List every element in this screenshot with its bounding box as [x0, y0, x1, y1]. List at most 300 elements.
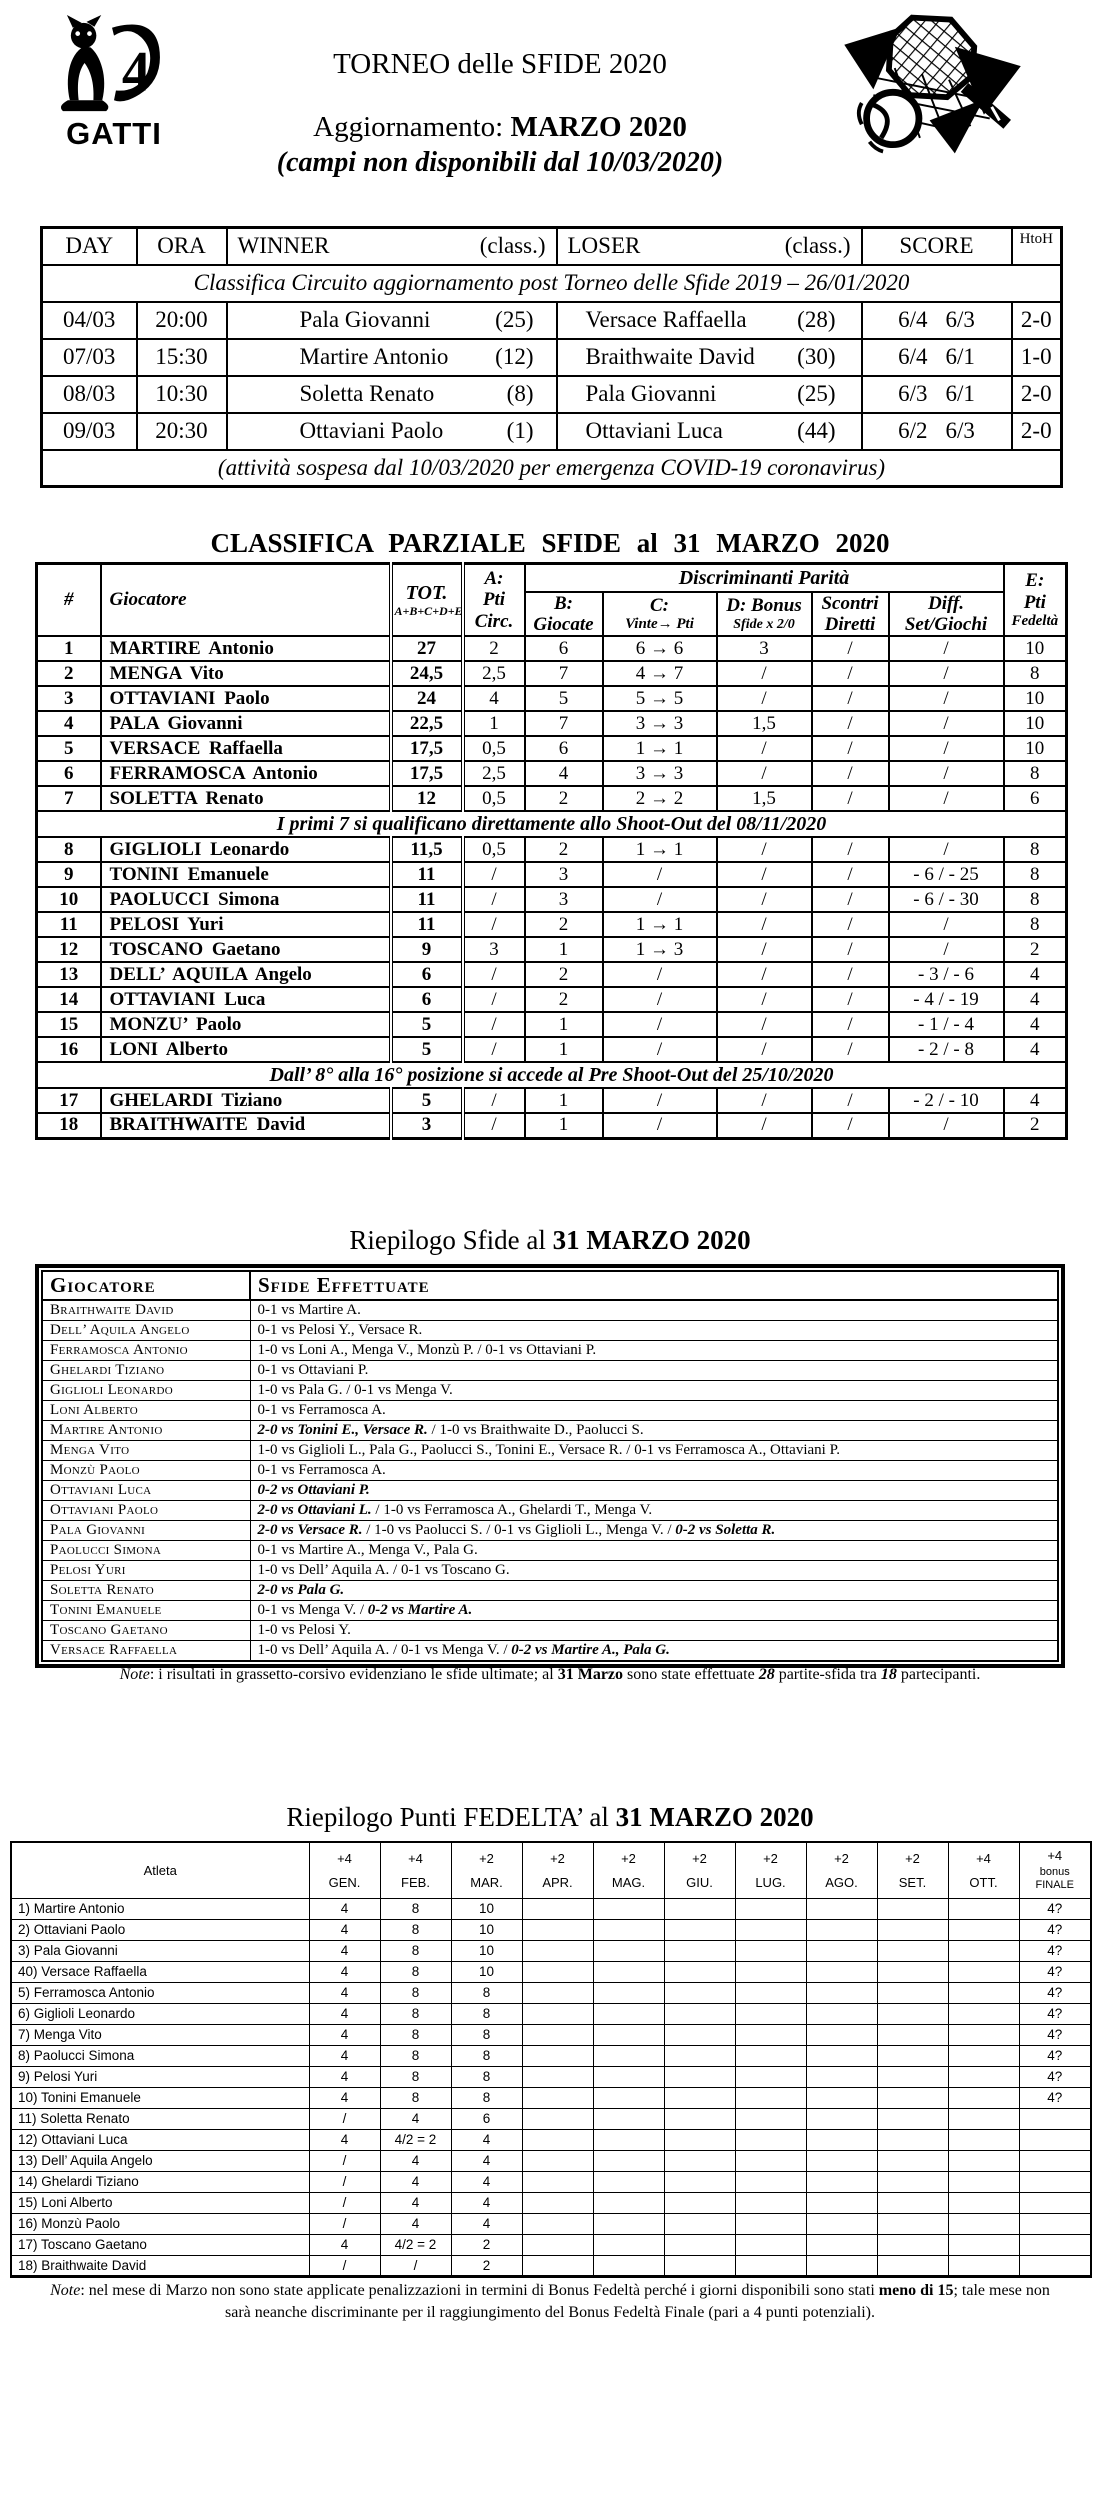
pti-circuito: 2 — [463, 636, 525, 661]
match-winner — [227, 302, 557, 339]
score-set2: 6/1 — [945, 344, 975, 369]
col-scontri-diretti: Scontri Diretti — [812, 592, 889, 637]
athlete-name: 7) Menga Vito — [11, 2024, 309, 2045]
month-points — [593, 2234, 664, 2255]
month-points — [948, 2129, 1019, 2150]
player-name: Paolucci Simona — [42, 1541, 250, 1561]
diff-set-giochi: - 1 / - 4 — [889, 1012, 1004, 1037]
month-points: 4 — [309, 2045, 380, 2066]
total-points: 27 — [391, 636, 463, 661]
pti-fedelta: 2 — [1004, 1113, 1067, 1138]
bonus-sfide: / — [717, 987, 812, 1012]
scontri-diretti: / — [812, 711, 889, 736]
bonus-sfide: / — [717, 887, 812, 912]
month-points — [806, 2213, 877, 2234]
player-name: Menga Vito — [42, 1441, 250, 1461]
month-points — [948, 2234, 1019, 2255]
total-points: 9 — [391, 937, 463, 962]
classifica-table — [35, 562, 1068, 1140]
pti-circuito: / — [463, 1037, 525, 1062]
sfide-row — [42, 1481, 1058, 1501]
athlete-name: 5) Ferramosca Antonio — [11, 1982, 309, 2003]
classifica-rows — [37, 636, 1067, 1138]
results-rows — [42, 302, 1062, 450]
fedelta-row — [11, 2108, 1091, 2129]
month-points: 8 — [451, 2024, 522, 2045]
month-points — [735, 2150, 806, 2171]
month-label: AGO. — [825, 1874, 858, 1890]
month-points — [948, 1982, 1019, 2003]
scontri-diretti: / — [812, 786, 889, 811]
sfide-effettuate — [250, 1321, 1058, 1341]
player-name: Versace Raffaella — [42, 1641, 250, 1662]
col-month-lug — [735, 1842, 806, 1898]
riepilogo-sfide-table — [41, 1270, 1059, 1662]
month-points — [877, 1919, 948, 1940]
month-points — [664, 2150, 735, 2171]
final-bonus — [1019, 2108, 1091, 2129]
loser-pair — [558, 418, 861, 444]
score-set2: 6/1 — [945, 381, 975, 406]
month-points: 4 — [309, 1919, 380, 1940]
diff-set-giochi: - 2 / - 10 — [889, 1088, 1004, 1113]
player-name: GIGLIOLI Leonardo — [101, 837, 391, 862]
month-label: MAG. — [611, 1874, 646, 1890]
text-segment: 28 — [758, 1666, 775, 1683]
winner-pair — [228, 381, 556, 407]
text-segment: 18 — [880, 1666, 897, 1683]
scontri-diretti: / — [812, 962, 889, 987]
athlete-name: 6) Giglioli Leonardo — [11, 2003, 309, 2024]
athlete-name: 15) Loni Alberto — [11, 2192, 309, 2213]
total-points: 12 — [391, 786, 463, 811]
final-bonus — [1019, 2234, 1091, 2255]
ranking-row — [37, 937, 1067, 962]
diff-set-giochi: / — [889, 837, 1004, 862]
match-time: 20:30 — [137, 413, 227, 450]
month-label: MAR. — [470, 1874, 503, 1890]
sfide-row — [42, 1341, 1058, 1361]
sfide-giocate: 6 — [525, 736, 603, 761]
month-points — [735, 2213, 806, 2234]
pti-circuito: / — [463, 887, 525, 912]
col-month-mag — [593, 1842, 664, 1898]
sfide-effettuate — [250, 1300, 1058, 1321]
pti-fedelta: 8 — [1004, 862, 1067, 887]
month-bonus: +2 — [905, 1850, 920, 1866]
riepilogo-sfide-title: Riepilogo Sfide al 31 MARZO 2020 — [349, 1225, 751, 1255]
col-diff-set-giochi: Diff. Set/Giochi — [889, 592, 1004, 637]
match-time: 10:30 — [137, 376, 227, 413]
total-points: 11 — [391, 887, 463, 912]
month-points — [664, 2255, 735, 2276]
classifica-title: CLASSIFICA PARZIALE SFIDE al 31 MARZO 2020 — [210, 528, 890, 558]
player-name: VERSACE Raffaella — [101, 736, 391, 761]
ranking-row — [37, 912, 1067, 937]
rank-number: 2 — [37, 661, 101, 686]
month-points: 4 — [451, 2150, 522, 2171]
bonus-sfide: / — [717, 862, 812, 887]
month-points — [664, 1919, 735, 1940]
month-points — [877, 2087, 948, 2108]
month-points: 8 — [380, 2003, 451, 2024]
col-loser — [557, 228, 862, 265]
match-htoh: 2-0 — [1012, 302, 1062, 339]
month-points — [522, 2255, 593, 2276]
month-points — [593, 2045, 664, 2066]
month-points: 10 — [451, 1919, 522, 1940]
final-bonus — [1019, 2213, 1091, 2234]
final-bonus — [1019, 2171, 1091, 2192]
loser-pair — [558, 307, 861, 333]
month-points — [522, 2192, 593, 2213]
month-points — [877, 2192, 948, 2213]
sfide-effettuate — [250, 1481, 1058, 1501]
month-label: SET. — [898, 1874, 927, 1890]
col-month-ott — [948, 1842, 1019, 1898]
sfide-vinte-pti: 1 → 3 — [603, 937, 717, 962]
sfide-row — [42, 1381, 1058, 1401]
rank-number: 15 — [37, 1012, 101, 1037]
sfide-giocate: 2 — [525, 987, 603, 1012]
month-points — [806, 2129, 877, 2150]
month-points: 4 — [380, 2108, 451, 2129]
month-points — [806, 1961, 877, 1982]
bonus-sfide: / — [717, 1088, 812, 1113]
month-points: 10 — [451, 1940, 522, 1961]
rank-number: 1 — [37, 636, 101, 661]
sfide-vinte-pti: / — [603, 1113, 717, 1138]
month-points — [593, 2171, 664, 2192]
month-points — [593, 1919, 664, 1940]
month-points — [664, 1961, 735, 1982]
month-points — [877, 2003, 948, 2024]
month-points — [806, 2024, 877, 2045]
month-points — [806, 2192, 877, 2213]
total-points: 24,5 — [391, 661, 463, 686]
bonus-sfide: / — [717, 661, 812, 686]
month-points — [522, 1961, 593, 1982]
fedelta-row — [11, 1961, 1091, 1982]
player-name: Dell’ Aquila Angelo — [42, 1321, 250, 1341]
sfide-effettuate — [250, 1501, 1058, 1521]
update-month: MARZO 2020 — [510, 111, 687, 143]
diff-set-giochi: / — [889, 912, 1004, 937]
rank-number: 4 — [37, 711, 101, 736]
match-winner — [227, 376, 557, 413]
month-bonus: +2 — [763, 1850, 778, 1866]
month-points: 8 — [380, 1982, 451, 2003]
month-points — [735, 2234, 806, 2255]
ranking-row — [37, 1037, 1067, 1062]
month-points: 8 — [380, 2045, 451, 2066]
sfide-vinte-pti: 3 → 3 — [603, 761, 717, 786]
pti-fedelta: 8 — [1004, 837, 1067, 862]
athlete-name: 8) Paolucci Simona — [11, 2045, 309, 2066]
player-name: Toscano Gaetano — [42, 1621, 250, 1641]
fedelta-row — [11, 1982, 1091, 2003]
month-points — [735, 1940, 806, 1961]
match-day: 08/03 — [42, 376, 137, 413]
winner-pair — [228, 307, 556, 333]
fedelta-row — [11, 2255, 1091, 2276]
col-month-mar — [451, 1842, 522, 1898]
player-name: MONZU’ Paolo — [101, 1012, 391, 1037]
month-points — [735, 2129, 806, 2150]
match-score — [862, 376, 1012, 413]
loser-ranking: (44) — [797, 418, 836, 443]
month-points — [593, 2066, 664, 2087]
diff-set-giochi: / — [889, 636, 1004, 661]
text-segment: partite-sfida tra — [774, 1666, 881, 1683]
loser-ranking: (28) — [797, 307, 836, 332]
month-points — [664, 2192, 735, 2213]
text-segment: 0-2 vs Martire A., Pala G. — [511, 1642, 670, 1658]
text-segment: 31 Marzo — [557, 1666, 624, 1683]
month-points — [948, 2087, 1019, 2108]
total-points: 6 — [391, 962, 463, 987]
scontri-diretti: / — [812, 887, 889, 912]
pti-fedelta: 4 — [1004, 987, 1067, 1012]
col-atleta: Atleta — [11, 1842, 309, 1898]
final-bonus — [1019, 2255, 1091, 2276]
player-name: SOLETTA Renato — [101, 786, 391, 811]
sfide-effettuate — [250, 1581, 1058, 1601]
player-name: Pelosi Yuri — [42, 1561, 250, 1581]
month-points — [522, 2129, 593, 2150]
col-score: SCORE — [862, 228, 1012, 265]
final-bonus: 4? — [1019, 1919, 1091, 1940]
fedelta-row — [11, 2171, 1091, 2192]
sfide-effettuate — [250, 1521, 1058, 1541]
month-points: / — [309, 2255, 380, 2276]
final-bonus: 4? — [1019, 1982, 1091, 2003]
text-segment: 2-0 vs Ottaviani L. — [257, 1502, 372, 1518]
text-segment: meno di 15 — [878, 2282, 954, 2299]
month-points — [522, 2150, 593, 2171]
sfide-row — [42, 1300, 1058, 1321]
month-points: 2 — [451, 2234, 522, 2255]
diff-set-giochi: / — [889, 1113, 1004, 1138]
text-segment: 1-0 vs Loni A., Menga V., Monzù P. / 0-1 vs Ottaviani P. — [257, 1342, 597, 1358]
text-segment: 2-0 vs Pala G. — [257, 1582, 345, 1598]
diff-set-giochi: - 2 / - 8 — [889, 1037, 1004, 1062]
sfide-giocate: 2 — [525, 837, 603, 862]
scontri-diretti: / — [812, 636, 889, 661]
sfide-row — [42, 1601, 1058, 1621]
text-segment: Note — [50, 2282, 81, 2299]
text-segment: 0-1 vs Menga V. / — [257, 1602, 368, 1618]
diff-set-giochi: - 4 / - 19 — [889, 987, 1004, 1012]
month-points — [877, 2171, 948, 2192]
sfide-giocate: 6 — [525, 636, 603, 661]
month-points — [806, 2087, 877, 2108]
sfide-effettuate — [250, 1601, 1058, 1621]
month-points: / — [309, 2171, 380, 2192]
col-giocate: B: Giocate — [525, 592, 603, 637]
month-points — [735, 1982, 806, 2003]
bonus-sfide: / — [717, 937, 812, 962]
player-name: Ghelardi Tiziano — [42, 1361, 250, 1381]
text-segment: 0-2 vs Ottaviani P. — [257, 1482, 370, 1498]
month-points — [948, 2003, 1019, 2024]
month-points: 8 — [380, 2024, 451, 2045]
fedelta-row — [11, 2192, 1091, 2213]
final-bonus: 4? — [1019, 2045, 1091, 2066]
month-points — [735, 2171, 806, 2192]
pti-fedelta: 2 — [1004, 937, 1067, 962]
col-tot: TOT. A+B+C+D+E — [391, 564, 463, 637]
player-name: MARTIRE Antonio — [101, 636, 391, 661]
pti-fedelta: 8 — [1004, 761, 1067, 786]
month-points — [948, 2108, 1019, 2129]
total-points: 17,5 — [391, 736, 463, 761]
text-segment: 1-0 vs Pala G. / 0-1 vs Menga V. — [257, 1382, 453, 1398]
player-name: Ottaviani Paolo — [42, 1501, 250, 1521]
month-points — [664, 2213, 735, 2234]
sfide-giocate: 7 — [525, 661, 603, 686]
pti-fedelta: 8 — [1004, 887, 1067, 912]
total-points: 24 — [391, 686, 463, 711]
ranking-row — [37, 636, 1067, 661]
text-segment: 0-1 vs Martire A. — [257, 1302, 361, 1318]
diff-set-giochi: / — [889, 786, 1004, 811]
total-points: 22,5 — [391, 711, 463, 736]
month-points: 4 — [309, 2003, 380, 2024]
month-points: 4 — [309, 1940, 380, 1961]
month-points — [806, 2045, 877, 2066]
qualification-note-row — [37, 1062, 1067, 1088]
month-points — [877, 2108, 948, 2129]
player-name: LONI Alberto — [101, 1037, 391, 1062]
month-points: 4 — [451, 2171, 522, 2192]
results-table — [40, 226, 1063, 488]
player-name: Braithwaite David — [42, 1300, 250, 1321]
month-points — [664, 2129, 735, 2150]
scontri-diretti: / — [812, 1012, 889, 1037]
month-points — [806, 2003, 877, 2024]
month-points: 6 — [451, 2108, 522, 2129]
pti-circuito: / — [463, 862, 525, 887]
match-day: 04/03 — [42, 302, 137, 339]
pti-fedelta: 10 — [1004, 636, 1067, 661]
fedelta-header-row — [11, 1842, 1091, 1898]
sfide-row — [42, 1321, 1058, 1341]
sfide-effettuate — [250, 1441, 1058, 1461]
pti-fedelta: 8 — [1004, 912, 1067, 937]
sfide-effettuate — [250, 1401, 1058, 1421]
pti-circuito: 2,5 — [463, 661, 525, 686]
month-points: 2 — [451, 2255, 522, 2276]
diff-set-giochi: - 6 / - 30 — [889, 887, 1004, 912]
player-name: TOSCANO Gaetano — [101, 937, 391, 962]
month-points — [948, 2192, 1019, 2213]
sfide-vinte-pti: / — [603, 987, 717, 1012]
ranking-row — [37, 837, 1067, 862]
month-points — [877, 2024, 948, 2045]
player-name: Tonini Emanuele — [42, 1601, 250, 1621]
month-points — [522, 2234, 593, 2255]
pti-fedelta: 4 — [1004, 962, 1067, 987]
sfide-effettuate — [250, 1381, 1058, 1401]
total-points: 6 — [391, 987, 463, 1012]
bonus-sfide: / — [717, 962, 812, 987]
bonus-sfide: / — [717, 686, 812, 711]
month-points — [593, 2255, 664, 2276]
month-points — [877, 2045, 948, 2066]
athlete-name: 1) Martire Antonio — [11, 1898, 309, 1919]
sfide-giocate: 2 — [525, 912, 603, 937]
month-points — [735, 2255, 806, 2276]
ranking-row — [37, 711, 1067, 736]
bonus-sfide: / — [717, 1037, 812, 1062]
player-name: Pala Giovanni — [42, 1521, 250, 1541]
final-bonus — [1019, 2129, 1091, 2150]
month-points — [877, 1940, 948, 1961]
sfide-effettuate — [250, 1561, 1058, 1581]
month-points — [593, 2192, 664, 2213]
athlete-name: 12) Ottaviani Luca — [11, 2129, 309, 2150]
month-points — [735, 1961, 806, 1982]
availability-note: (campi non disponibili dal 10/03/2020) — [276, 147, 724, 178]
fedelta-row — [11, 1919, 1091, 1940]
month-points — [664, 2234, 735, 2255]
total-points: 5 — [391, 1088, 463, 1113]
fedelta-row — [11, 2045, 1091, 2066]
match-row — [42, 413, 1062, 450]
pti-circuito: 2,5 — [463, 761, 525, 786]
bonus-sfide: 1,5 — [717, 711, 812, 736]
month-points — [877, 2129, 948, 2150]
col-winner-label: WINNER — [237, 233, 330, 259]
qualification-note: I primi 7 si qualificano direttamente allo Shoot-Out del 08/11/2020 — [37, 811, 1067, 837]
match-day: 07/03 — [42, 339, 137, 376]
month-points — [806, 2150, 877, 2171]
ranking-row — [37, 786, 1067, 811]
bonus-sfide: / — [717, 761, 812, 786]
score-set2: 6/3 — [945, 418, 975, 443]
athlete-name: 17) Toscano Gaetano — [11, 2234, 309, 2255]
month-points — [593, 2087, 664, 2108]
pti-fedelta: 4 — [1004, 1037, 1067, 1062]
text-segment: 1-0 vs Pelosi Y. — [257, 1622, 351, 1638]
final-bonus: 4? — [1019, 1940, 1091, 1961]
match-loser — [557, 302, 862, 339]
month-points: 4 — [380, 2213, 451, 2234]
month-points: 8 — [451, 2066, 522, 2087]
month-points — [877, 2150, 948, 2171]
sfide-row — [42, 1401, 1058, 1421]
match-row — [42, 339, 1062, 376]
sfide-effettuate — [250, 1361, 1058, 1381]
athlete-name: 10) Tonini Emanuele — [11, 2087, 309, 2108]
sfide-row — [42, 1421, 1058, 1441]
match-score — [862, 413, 1012, 450]
text-segment: 2-0 vs Versace R. — [257, 1522, 363, 1538]
month-points — [664, 2087, 735, 2108]
text-segment: 0-1 vs Ottaviani P. — [257, 1362, 369, 1378]
sfide-giocate: 2 — [525, 786, 603, 811]
col-day: DAY — [42, 228, 137, 265]
month-points — [806, 1940, 877, 1961]
col-month-apr — [522, 1842, 593, 1898]
match-htoh: 2-0 — [1012, 376, 1062, 413]
rank-number: 18 — [37, 1113, 101, 1138]
month-points: 8 — [380, 1961, 451, 1982]
sfide-effettuate — [250, 1421, 1058, 1441]
col-htoh: HtoH — [1012, 228, 1062, 265]
total-points: 5 — [391, 1037, 463, 1062]
